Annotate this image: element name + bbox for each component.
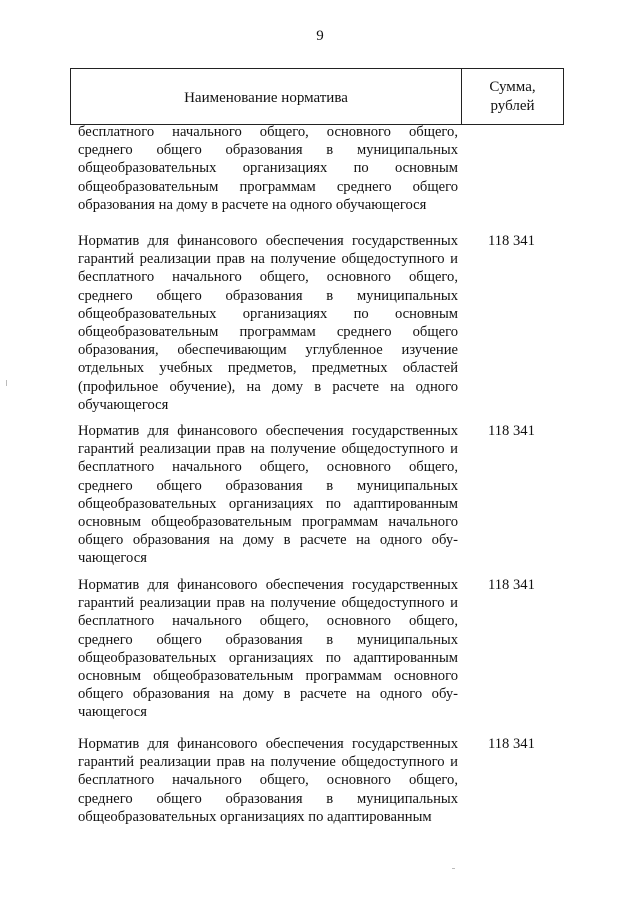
row-text: Норматив для финансового обеспечения государственных гарантий реализации прав на получение общедоступного и бесплатного начального общего, основного общего, среднего общего образования в муниципальных общеобразовательных организациях по адаптированным (78, 736, 458, 825)
row-sum: 118 341 (488, 577, 535, 593)
row-sum: 118 341 (488, 736, 535, 752)
table-row (78, 576, 535, 722)
table-header (70, 68, 564, 125)
table-row (78, 123, 478, 214)
table-row (78, 735, 535, 826)
row-sum: 118 341 (488, 423, 535, 439)
column-header-sum-line2: рублей (490, 97, 535, 114)
scan-speck (6, 380, 7, 386)
table-row (78, 422, 535, 568)
row-text: Норматив для финансового обеспечения государственных гарантий реализации прав на получение общедоступного и бесплатного начального общего, основного общего, среднего общего образования в муниципальных общеобразовательных организациях по адаптированным основным общеобразовательным программам начального общего образования на дому в расчете на одного обу-чающегося (78, 423, 458, 567)
column-header-sum-line1: Сумма, (489, 78, 536, 95)
scan-speck (452, 868, 455, 869)
table-row (78, 232, 535, 414)
column-header-name: Наименование норматива (71, 69, 462, 124)
row-text: Норматив для финансового обеспечения государственных гарантий реализации прав на получение общедоступного и бесплатного начального общего, основного общего, среднего общего образования в муниципальных общеобразовательных организациях по основным общеобразовательным программам среднего общего образования, обеспечивающим углубленное изучение отдельных учебных предметов, предметных областей (профильное обучение), на дому в расчете на одного обучающегося (78, 233, 458, 413)
row-text: Норматив для финансового обеспечения государственных гарантий реализации прав на получение общедоступного и бесплатного начального общего, основного общего, среднего общего образования в муниципальных общеобразовательных организациях по адаптированным основным общеобразовательным программам основного общего образования на дому в расчете на одного обу-чающегося (78, 577, 458, 721)
row-text: бесплатного начального общего, основного общего, среднего общего образования в муниципальных общеобразовательных организациях по основным общеобразовательным программам среднего общего образования на дому в расчете на одного обучающегося (78, 124, 458, 213)
page-number: 9 (316, 28, 324, 44)
column-header-sum (462, 69, 563, 124)
row-sum: 118 341 (488, 233, 535, 249)
